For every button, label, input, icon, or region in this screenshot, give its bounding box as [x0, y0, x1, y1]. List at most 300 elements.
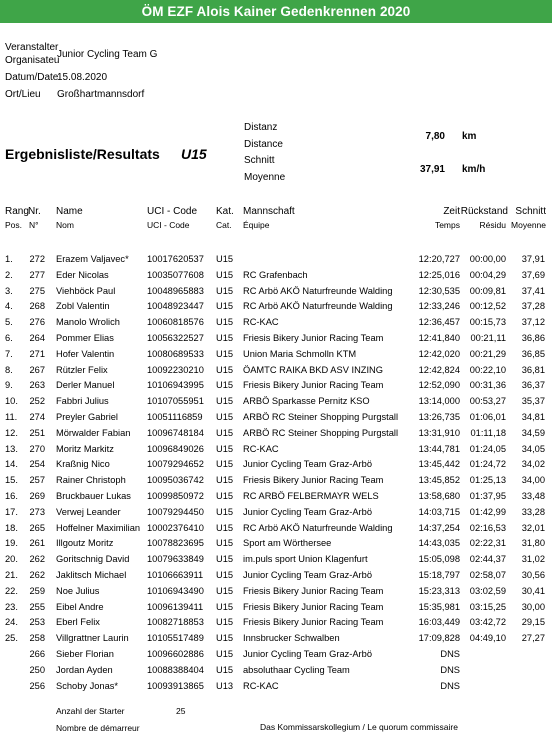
cell-rank: 20. — [5, 554, 18, 565]
cell-team: Sport am Wörthersee — [243, 538, 332, 549]
cell-gap: 00:00,00 — [469, 254, 506, 264]
cell-gap: 02:16,53 — [469, 522, 506, 533]
cell-name: Hoffelner Maximilian — [56, 522, 141, 533]
cell-nr: 267 — [29, 364, 45, 375]
cell-rank: 4. — [5, 301, 13, 312]
cell-team: Junior Cycling Team Graz-Arbö — [243, 570, 372, 580]
col-uci-fr: UCI - Code — [147, 220, 190, 230]
cell-uci: 10093913865 — [147, 680, 204, 691]
speed-label: Schnitt — [244, 155, 275, 166]
cell-speed: 36,85 — [521, 348, 545, 359]
table-row — [0, 536, 552, 551]
cell-nr: 257 — [29, 475, 45, 486]
cell-uci: 10105517489 — [147, 633, 204, 644]
cell-speed: 37,41 — [521, 285, 545, 296]
cell-team: Friesis Bikery Junior Racing Team — [243, 585, 384, 596]
cell-name: Noe Julius — [56, 585, 100, 596]
cell-time: 12:25,016 — [418, 269, 460, 280]
date-label: Datum/Date — [5, 72, 59, 83]
cell-uci: 10106663911 — [147, 570, 204, 580]
cell-cat: U15 — [216, 554, 234, 565]
cell-uci: 10096139411 — [147, 601, 204, 612]
cell-gap: 02:58,07 — [469, 570, 506, 580]
col-speed-fr: Moyenne — [511, 220, 546, 230]
cell-nr: 274 — [29, 412, 45, 422]
table-row — [0, 426, 552, 441]
cell-name: Eder Nicolas — [56, 269, 109, 280]
table-row — [0, 679, 552, 694]
cell-gap: 00:12,52 — [469, 301, 506, 312]
cell-cat: U15 — [216, 364, 234, 375]
cell-team: Junior Cycling Team Graz-Arbö — [243, 649, 372, 659]
cell-nr: 254 — [29, 459, 45, 470]
cell-nr: 268 — [29, 301, 45, 312]
cell-cat: U15 — [216, 396, 234, 407]
cell-gap: 00:53,27 — [469, 396, 506, 407]
table-row — [0, 284, 552, 299]
table-row — [0, 331, 552, 346]
cell-name: Villgrattner Laurin — [56, 633, 129, 644]
cell-cat: U15 — [216, 427, 234, 438]
table-row — [0, 663, 552, 678]
cell-uci: 10106943995 — [147, 380, 204, 391]
cell-nr: 275 — [29, 285, 45, 296]
cell-nr: 250 — [29, 664, 45, 675]
cell-uci: 10092230210 — [147, 364, 204, 375]
cell-uci: 10082718853 — [147, 617, 204, 628]
cell-rank: 16. — [5, 491, 18, 501]
cell-name: Eberl Felix — [56, 617, 100, 628]
page-title: ÖM EZF Alois Kainer Gedenkrennen 2020 — [0, 0, 552, 23]
cell-uci: 10078823695 — [147, 538, 204, 549]
table-row — [0, 568, 552, 583]
cell-nr: 262 — [29, 570, 45, 580]
cell-rank: 24. — [5, 617, 18, 628]
table-row — [0, 473, 552, 488]
cell-rank: 12. — [5, 427, 18, 438]
cell-rank: 17. — [5, 506, 18, 517]
cell-time: 17:09,828 — [418, 633, 460, 644]
cell-name: Eibel Andre — [56, 601, 104, 612]
cell-rank: 11. — [5, 412, 18, 422]
cell-rank: 25. — [5, 633, 18, 644]
cell-time: 15:18,797 — [418, 570, 460, 580]
cell-name: Goritschnig David — [56, 554, 130, 565]
table-row — [0, 299, 552, 314]
cell-gap: 03:15,25 — [469, 601, 506, 612]
cell-team: ARBÖ RC Steiner Shopping Purgstall — [243, 427, 399, 438]
cell-gap: 04:49,10 — [469, 633, 506, 644]
cell-rank: 1. — [5, 254, 13, 264]
place-label: Ort/Lieu — [5, 89, 41, 100]
cell-uci: 10079294652 — [147, 459, 204, 470]
cell-time: DNS — [440, 649, 460, 659]
cell-cat: U15 — [216, 348, 234, 359]
cell-time: 13:45,442 — [418, 459, 460, 470]
cell-team: Junior Cycling Team Graz-Arbö — [243, 506, 372, 517]
cell-nr: 255 — [29, 601, 45, 612]
cell-speed: 33,28 — [521, 506, 545, 517]
cell-speed: 30,41 — [521, 585, 545, 596]
cell-name: Fabbri Julius — [56, 396, 109, 407]
cell-speed: 37,91 — [521, 254, 545, 264]
cell-cat: U15 — [216, 301, 234, 312]
table-row — [0, 584, 552, 599]
cell-time: 12:30,535 — [418, 285, 460, 296]
table-row — [0, 552, 552, 567]
cell-nr: 256 — [29, 680, 45, 691]
cell-speed: 29,15 — [521, 617, 545, 628]
cell-uci: 10099850972 — [147, 491, 204, 501]
cell-time: 12:42,020 — [418, 348, 460, 359]
cell-speed: 34,81 — [521, 412, 545, 422]
cell-uci: 10060818576 — [147, 317, 204, 328]
cell-nr: 269 — [29, 491, 45, 501]
cell-team: im.puls sport Union Klagenfurt — [243, 554, 368, 565]
cell-name: Moritz Markitz — [56, 443, 114, 454]
cell-gap: 00:04,29 — [469, 269, 506, 280]
cell-gap: 01:25,13 — [469, 475, 506, 486]
table-row — [0, 521, 552, 536]
cell-uci: 10048965883 — [147, 285, 204, 296]
table-row — [0, 600, 552, 615]
cell-nr: 270 — [29, 443, 45, 454]
col-time-fr: Temps — [434, 220, 460, 230]
cell-speed: 34,59 — [521, 427, 545, 438]
distance-value: 7,80 — [425, 131, 445, 142]
table-row — [0, 410, 552, 425]
cell-nr: 263 — [29, 380, 45, 391]
cell-gap: 02:44,37 — [469, 554, 506, 565]
cell-gap: 01:06,01 — [469, 412, 506, 422]
cell-team: Friesis Bikery Junior Racing Team — [243, 617, 384, 628]
cell-team: RC Arbö AKÖ Naturfreunde Walding — [243, 522, 393, 533]
cell-uci: 10079633849 — [147, 554, 204, 565]
cell-uci: 10079294450 — [147, 506, 204, 517]
cell-rank: 9. — [5, 380, 13, 391]
cell-uci: 10002376410 — [147, 522, 204, 533]
table-row — [0, 315, 552, 330]
cell-gap: 00:21,29 — [469, 348, 506, 359]
cell-name: Manolo Wrolich — [56, 317, 120, 328]
cell-speed: 35,37 — [521, 396, 545, 407]
cell-speed: 30,56 — [521, 570, 545, 580]
cell-cat: U15 — [216, 317, 234, 328]
cell-speed: 27,27 — [521, 633, 545, 644]
cell-time: 13:58,680 — [418, 491, 460, 501]
cell-time: 13:44,781 — [418, 443, 460, 454]
cell-team: RC-KAC — [243, 680, 279, 691]
table-row — [0, 378, 552, 393]
organizer-value: Junior Cycling Team G — [57, 49, 158, 60]
col-team-fr: Équipe — [243, 220, 270, 230]
cell-speed: 37,69 — [521, 269, 545, 280]
cell-rank: 15. — [5, 475, 18, 486]
cell-gap: 03:42,72 — [469, 617, 506, 628]
starters-label-fr: Nombre de démarreur — [56, 723, 140, 733]
cell-cat: U13 — [216, 680, 234, 691]
table-row — [0, 394, 552, 409]
cell-time: 14:03,715 — [418, 506, 460, 517]
cell-rank: 8. — [5, 364, 13, 375]
cell-cat: U15 — [216, 617, 234, 628]
organizer-label: Veranstalter — [5, 42, 59, 53]
cell-team: RC Grafenbach — [243, 269, 308, 280]
col-time: Zeit — [443, 206, 460, 217]
cell-cat: U15 — [216, 475, 234, 486]
col-team: Mannschaft — [243, 206, 295, 217]
cell-speed: 34,05 — [521, 443, 545, 454]
cell-team: Innsbrucker Schwalben — [243, 633, 340, 644]
cell-time: 12:36,457 — [418, 317, 460, 328]
cell-rank: 5. — [5, 317, 13, 328]
cell-team: Junior Cycling Team Graz-Arbö — [243, 459, 372, 470]
cell-nr: 271 — [29, 348, 45, 359]
speed-label-fr: Moyenne — [244, 172, 286, 183]
cell-gap: 01:24,05 — [469, 443, 506, 454]
cell-name: Schoby Jonas* — [56, 680, 119, 691]
col-gap: Rückstand — [460, 206, 508, 217]
distance-label-fr: Distance — [244, 139, 283, 150]
cell-gap: 00:21,11 — [470, 333, 506, 343]
cell-rank: 10. — [5, 396, 18, 407]
cell-name: Pommer Elias — [56, 333, 114, 343]
col-cat: Kat. — [216, 206, 234, 217]
cell-cat: U15 — [216, 649, 234, 659]
cell-rank: 21. — [5, 570, 18, 580]
cell-cat: U15 — [216, 601, 234, 612]
col-nr: Nr. — [28, 206, 41, 217]
cell-nr: 272 — [29, 254, 45, 264]
cell-cat: U15 — [216, 254, 234, 264]
cell-name: Rainer Christoph — [56, 475, 126, 486]
cell-time: 16:03,449 — [418, 617, 460, 628]
cell-speed: 37,12 — [521, 317, 545, 328]
speed-value: 37,91 — [419, 164, 445, 175]
col-rank: Rang — [5, 206, 29, 217]
cell-cat: U15 — [216, 443, 234, 454]
cell-team: RC Arbö AKÖ Naturfreunde Walding — [243, 301, 393, 312]
cell-team: Friesis Bikery Junior Racing Team — [243, 601, 384, 612]
cell-name: Illgoutz Moritz — [56, 538, 114, 549]
speed-unit: km/h — [462, 164, 486, 175]
cell-nr: 266 — [29, 649, 45, 659]
cell-time: 12:20,727 — [418, 254, 460, 264]
cell-name: Viehböck Paul — [56, 285, 116, 296]
cell-nr: 264 — [29, 333, 45, 343]
cell-uci: 10035077608 — [147, 269, 204, 280]
cell-uci: 10048923447 — [147, 301, 204, 312]
cell-time: 13:45,852 — [418, 475, 460, 486]
cell-cat: U15 — [216, 585, 234, 596]
cell-nr: 259 — [29, 585, 45, 596]
cell-uci: 10095036742 — [147, 475, 204, 486]
cell-name: Sieber Florian — [56, 649, 114, 659]
cell-uci: 10088388404 — [147, 664, 204, 675]
cell-gap: 01:37,95 — [469, 491, 506, 501]
cell-time: DNS — [440, 664, 460, 675]
cell-cat: U15 — [216, 380, 234, 391]
cell-gap: 00:09,81 — [469, 285, 506, 296]
cell-cat: U15 — [216, 506, 234, 517]
cell-gap: 00:15,73 — [469, 317, 506, 328]
cell-name: Mörwalder Fabian — [56, 427, 131, 438]
cell-time: 13:14,000 — [418, 396, 460, 407]
cell-name: Kraßnig Nico — [56, 459, 110, 470]
cell-cat: U15 — [216, 664, 234, 675]
cell-team: ARBÖ RC Steiner Shopping Purgstall — [243, 412, 399, 422]
cell-cat: U15 — [216, 491, 234, 501]
cell-speed: 37,28 — [521, 301, 545, 312]
cell-speed: 31,80 — [521, 538, 545, 549]
cell-time: 13:31,910 — [418, 427, 460, 438]
col-name-fr: Nom — [56, 220, 74, 230]
cell-name: Preyler Gabriel — [56, 412, 119, 422]
cell-speed: 34,00 — [521, 475, 545, 486]
cell-speed: 30,00 — [521, 601, 545, 612]
cell-uci: 10107055951 — [147, 396, 204, 407]
cell-gap: 01:11,18 — [470, 427, 506, 438]
cell-rank: 14. — [5, 459, 18, 470]
cell-name: Derler Manuel — [56, 380, 115, 391]
cell-speed: 32,01 — [521, 522, 545, 533]
commissaire-note: Das Kommissarskollegium / Le quorum commissaire — [260, 722, 458, 732]
table-row — [0, 615, 552, 630]
cell-team: RC-KAC — [243, 443, 279, 454]
cell-rank: 23. — [5, 601, 18, 612]
cell-time: 12:41,840 — [418, 333, 460, 343]
cell-cat: U15 — [216, 333, 234, 343]
cell-team: RC-KAC — [243, 317, 279, 328]
cell-rank: 3. — [5, 285, 13, 296]
cell-name: Zobl Valentin — [56, 301, 110, 312]
table-row — [0, 457, 552, 472]
table-row — [0, 363, 552, 378]
organizer-label-fr: Organisateu — [5, 55, 60, 66]
starters-label: Anzahl der Starter — [56, 706, 125, 716]
cell-time: 14:37,254 — [418, 522, 460, 533]
cell-team: absoluthaar Cycling Team — [243, 664, 350, 675]
col-rank-fr: Pos. — [5, 220, 23, 230]
results-heading: Ergebnisliste/Resultats — [5, 146, 160, 162]
cell-nr: 253 — [29, 617, 45, 628]
cell-team: Union Maria Schmolln KTM — [243, 348, 357, 359]
cell-speed: 36,86 — [521, 333, 545, 343]
cell-uci: 10017620537 — [147, 254, 204, 264]
col-cat-fr: Cat. — [216, 220, 232, 230]
cell-name: Erazem Valjavec* — [56, 254, 129, 264]
cell-cat: U15 — [216, 459, 234, 470]
table-row — [0, 347, 552, 362]
cell-gap: 03:02,59 — [469, 585, 506, 596]
cell-speed: 36,37 — [521, 380, 545, 391]
cell-cat: U15 — [216, 285, 234, 296]
cell-rank: 18. — [5, 522, 18, 533]
cell-gap: 01:42,99 — [469, 506, 506, 517]
table-row — [0, 647, 552, 662]
cell-time: 14:43,035 — [418, 538, 460, 549]
cell-time: 15:23,313 — [418, 585, 460, 596]
cell-cat: U15 — [216, 538, 234, 549]
cell-team: Friesis Bikery Junior Racing Team — [243, 475, 384, 486]
cell-cat: U15 — [216, 269, 234, 280]
category-heading: U15 — [181, 146, 207, 162]
cell-team: RC Arbö AKÖ Naturfreunde Walding — [243, 285, 393, 296]
cell-cat: U15 — [216, 633, 234, 644]
cell-name: Jordan Ayden — [56, 664, 113, 675]
cell-gap: 02:22,31 — [469, 538, 506, 549]
cell-time: DNS — [440, 680, 460, 691]
cell-time: 15:35,981 — [418, 601, 460, 612]
cell-speed: 31,02 — [521, 554, 545, 565]
table-row — [0, 442, 552, 457]
col-uci: UCI - Code — [147, 206, 198, 217]
cell-nr: 262 — [29, 554, 45, 565]
cell-rank: 22. — [5, 585, 18, 596]
cell-cat: U15 — [216, 412, 234, 422]
cell-uci: 10106943490 — [147, 585, 204, 596]
cell-team: Friesis Bikery Junior Racing Team — [243, 380, 384, 391]
cell-rank: 19. — [5, 538, 18, 549]
cell-nr: 261 — [29, 538, 45, 549]
place-value: Großhartmannsdorf — [57, 89, 145, 100]
col-nr-fr: N° — [29, 220, 39, 230]
cell-nr: 251 — [29, 427, 45, 438]
cell-time: 12:52,090 — [418, 380, 460, 391]
cell-name: Jaklitsch Michael — [56, 570, 127, 580]
cell-nr: 265 — [29, 522, 45, 533]
cell-time: 13:26,735 — [418, 412, 460, 422]
cell-cat: U15 — [216, 522, 234, 533]
cell-name: Rützler Felix — [56, 364, 108, 375]
cell-team: RC ARBÖ FELBERMAYR WELS — [243, 491, 379, 501]
cell-team: ARBÖ Sparkasse Pernitz KSO — [243, 396, 370, 407]
table-row — [0, 252, 552, 267]
cell-team: Friesis Bikery Junior Racing Team — [243, 333, 384, 343]
cell-speed: 34,02 — [521, 459, 545, 470]
cell-team: ÖAMTC RAIKA BKD ASV INZING — [243, 364, 383, 375]
cell-nr: 258 — [29, 633, 45, 644]
cell-rank: 6. — [5, 333, 13, 343]
cell-uci: 10056322527 — [147, 333, 204, 343]
table-row — [0, 631, 552, 646]
cell-time: 15:05,098 — [418, 554, 460, 565]
col-gap-fr: Résidu — [479, 220, 506, 230]
cell-nr: 252 — [29, 396, 45, 407]
cell-nr: 277 — [29, 269, 45, 280]
cell-gap: 01:24,72 — [469, 459, 506, 470]
cell-time: 12:42,824 — [418, 364, 460, 375]
cell-speed: 33,48 — [521, 491, 545, 501]
starters-value: 25 — [176, 706, 186, 716]
table-row — [0, 505, 552, 520]
distance-unit: km — [462, 131, 477, 142]
cell-uci: 10096748184 — [147, 427, 204, 438]
table-row — [0, 268, 552, 283]
cell-rank: 13. — [5, 443, 18, 454]
col-speed: Schnitt — [515, 206, 546, 217]
cell-nr: 276 — [29, 317, 45, 328]
cell-gap: 00:31,36 — [469, 380, 506, 391]
cell-speed: 36,81 — [521, 364, 545, 375]
cell-uci: 10051116859 — [147, 412, 203, 422]
cell-name: Bruckbauer Lukas — [56, 491, 131, 501]
distance-label: Distanz — [244, 122, 278, 133]
cell-nr: 273 — [29, 506, 45, 517]
cell-uci: 10096849026 — [147, 443, 204, 454]
cell-rank: 7. — [5, 348, 13, 359]
cell-name: Hofer Valentin — [56, 348, 115, 359]
